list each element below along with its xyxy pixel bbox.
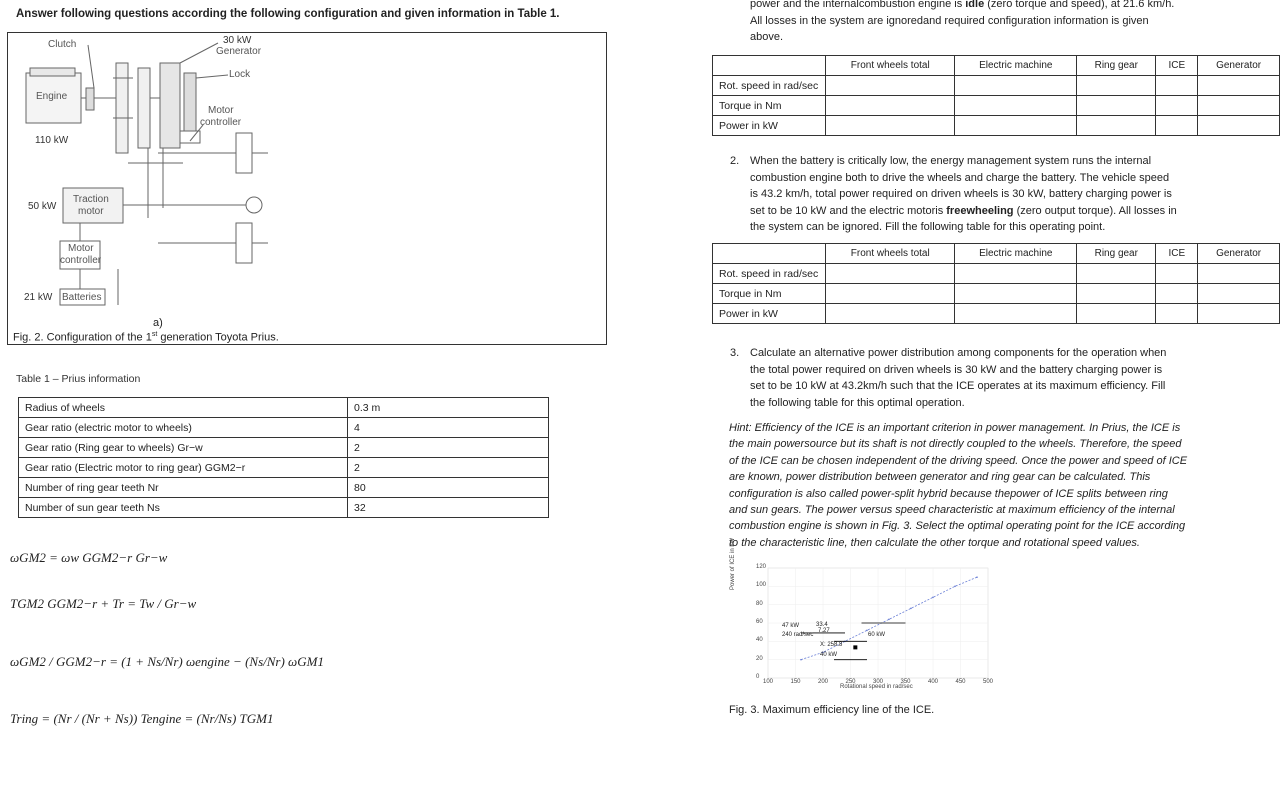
battery-power-label: 21 kW [24,292,53,303]
result-cell[interactable] [1198,76,1280,96]
equation-2: TGM2 GGM2−r + Tr = Tw / Gr−w [10,596,197,611]
table-1-label: Gear ratio (Ring gear to wheels) Gr−w [19,438,348,458]
result-col-header: ICE [1156,244,1198,264]
result-col-header: Generator [1198,56,1280,76]
table-1-value: 4 [348,418,549,438]
motor-controller-top-line2: controller [200,117,242,128]
motor-controller-bottom-line1: Motor [68,243,94,254]
result-cell[interactable] [1198,116,1280,136]
result-cell[interactable] [1077,116,1156,136]
engine-label: Engine [36,91,68,102]
result-col-header: Electric machine [955,56,1077,76]
result-cell[interactable] [1156,76,1198,96]
result-col-header: Electric machine [955,244,1077,264]
annotation-727: 7.27 [818,628,830,634]
x-tick-label: 400 [928,679,939,685]
question-1-tail: power and the internalcombustion engine is idle (zero torque and speed), at 21.6 km/h. All losses in the system are ignoredand required configuration information is given above. [750,0,1175,43]
batteries-label: Batteries [62,292,102,303]
result-col-header: ICE [1156,56,1198,76]
hint-paragraph: Hint: Efficiency of the ICE is an important criterion in power management. In Prius, the ICE is the main powersource but its shaft is not directly coupled to the wheels. Therefore, the speed of the ICE can be chosen independent of the driving speed. Once the power and speed of ICE are known, power distribution between generator and ring gear can be calculated. This configuration is also called power-split hybrid because thepower of ICE splits between ring and sun gears. The power versus speed characteristic at maximum efficiency of the internal combustion engine is shown in Fig. 3. Select the optimal operating point for the ICE according to the characteristic line, then calculate the other torque and rotational speed values. [729,422,1188,549]
y-axis-label: Power of ICE in kW [730,537,736,590]
result-col-header: Ring gear [1077,56,1156,76]
result-cell[interactable] [826,96,955,116]
series-point [910,608,912,610]
result-col-header: Ring gear [1077,244,1156,264]
result-col-header: Front wheels total [826,56,955,76]
result-cell[interactable] [955,284,1077,304]
table-1-row [19,458,549,478]
series-point [866,630,868,632]
result-table-2 [712,243,1280,324]
series-point [954,586,956,588]
result-row-label: Rot. speed in rad/sec [713,76,826,96]
y-tick-label: 40 [756,637,763,644]
x-tick-label: 500 [983,679,994,685]
table-1 [18,397,549,518]
annotation-47kw: 47 kW [782,623,800,629]
result-cell[interactable] [955,264,1077,284]
result-cell[interactable] [1198,96,1280,116]
table-1-label: Gear ratio (Electric motor to ring gear) GGM2−r [19,458,348,478]
x-tick-label: 350 [900,679,911,685]
equation-4: Tring = (Nr / (Nr + Ns)) Tengine = (Nr/Ns) TGM1 [10,711,274,726]
result-cell[interactable] [955,96,1077,116]
y-tick-label: 80 [756,600,763,607]
result-row [713,116,1280,136]
table-1-row [19,438,549,458]
result-cell[interactable] [1077,96,1156,116]
result-cell[interactable] [1156,284,1198,304]
table-1-row [19,478,549,498]
result-row-label: Rot. speed in rad/sec [713,264,826,284]
result-cell[interactable] [955,116,1077,136]
result-cell[interactable] [1077,304,1156,324]
result-cell[interactable] [1156,304,1198,324]
table-1-value: 0.3 m [348,398,549,418]
result-cell[interactable] [1198,304,1280,324]
x-tick-label: 450 [955,679,966,685]
series-point [800,659,802,661]
result-cell[interactable] [826,264,955,284]
question-2: 2. When the battery is critically low, the energy management system runs the internal combustion engine both to drive the wheels and charge the battery. The vehicle speed is 43.2 km/h, total power required on driven wheels is 30 kW, battery charging power is set to be 10 kW and the electric motoris freewheeling (zero output torque). All losses in the system can be ignored. Fill the following table for this operating point. [730,155,1177,233]
result-cell[interactable] [1198,264,1280,284]
result-col-header: Generator [1198,244,1280,264]
result-cell[interactable] [1077,76,1156,96]
motor-controller-top-line1: Motor [208,105,234,116]
result-cell[interactable] [1077,284,1156,304]
clutch-label: Clutch [48,39,77,50]
annotation-60kw: 60 kW [868,632,886,638]
chart-svg [730,560,1000,695]
figure-2-box [7,32,607,345]
result-cell[interactable] [826,116,955,136]
table-1-value: 80 [348,478,549,498]
y-tick-label: 20 [756,655,763,662]
equation-1: ωGM2 = ωw GGM2−r Gr−w [10,550,168,565]
annotation-240rad: 240 rad/sec [782,632,814,638]
table-1-label: Number of ring gear teeth Nr [19,478,348,498]
x-tick-label: 100 [763,679,774,685]
result-cell[interactable] [955,304,1077,324]
traction-motor-line1: Traction [73,194,109,205]
page-heading: Answer following questions according the following configuration and given information in Table 1. [16,8,560,20]
result-row [713,76,1280,96]
result-col-header: Front wheels total [826,244,955,264]
table-1-row [19,398,549,418]
equation-3: ωGM2 / GGM2−r = (1 + Ns/Nr) ωengine − (Ns/Nr) ωGM1 [10,654,324,669]
x-tick-label: 300 [873,679,884,685]
question-3: 3. Calculate an alternative power distribution among components for the operation when the total power required on driven wheels is 30 kW and the battery charging power is set to be 10 kW at 43.2km/h such that the ICE operates at its maximum efficiency. Fill the following table for this optimal operation. [730,347,1167,409]
result-table-1 [712,55,1280,136]
result-cell[interactable] [1198,284,1280,304]
y-tick-label: 100 [756,582,767,589]
result-row-label: Torque in Nm [713,284,826,304]
table-1-value: 32 [348,498,549,518]
table-1-caption: Table 1 – Prius information [16,373,141,385]
lock-label: Lock [229,69,251,80]
series-point [976,576,978,578]
result-cell[interactable] [826,304,955,324]
traction-motor-line2: motor [78,206,104,217]
x-tick-label: 150 [790,679,801,685]
y-tick-label: 120 [756,564,767,570]
figure-2-caption: Fig. 2. Configuration of the 1st generation Toyota Prius. [13,331,279,344]
result-cell[interactable] [1156,116,1198,136]
result-row-label: Torque in Nm [713,96,826,116]
generator-power-label: 30 kW [223,35,252,46]
table-1-value: 2 [348,438,549,458]
result-row [713,284,1280,304]
result-cell[interactable] [1156,96,1198,116]
result-row [713,96,1280,116]
result-cell[interactable] [826,76,955,96]
series-point [888,619,890,621]
y-tick-label: 60 [756,619,763,625]
figure-3-caption: Fig. 3. Maximum efficiency line of the ICE. [729,704,935,716]
traction-power-label: 50 kW [28,201,57,212]
generator-label: Generator [216,46,262,57]
annotation-marker [853,645,857,649]
result-row-label: Power in kW [713,116,826,136]
result-row [713,304,1280,324]
x-axis-label: Rotational speed in rad/sec [840,684,913,690]
table-1-row [19,498,549,518]
table-1-row [19,418,549,438]
x-tick-label: 200 [818,679,829,685]
table-1-label: Radius of wheels [19,398,348,418]
ice-efficiency-chart [730,537,1000,695]
motor-controller-bottom-line2: controller [60,255,102,266]
result-col-header [713,56,826,76]
result-row-label: Power in kW [713,304,826,324]
table-1-label: Gear ratio (electric motor to wheels) [19,418,348,438]
result-cell[interactable] [1156,264,1198,284]
annotation-x: X: 258.8 [820,642,843,648]
engine-power-label: 110 kW [35,135,69,146]
result-cell[interactable] [955,76,1077,96]
result-col-header [713,244,826,264]
table-1-value: 2 [348,458,549,478]
x-tick-label: 250 [845,679,856,685]
table-1-label: Number of sun gear teeth Ns [19,498,348,518]
y-tick-label: 0 [756,674,760,680]
series-point [932,597,934,599]
result-cell[interactable] [1077,264,1156,284]
annotation-40kw: 40 kW [820,652,838,658]
figure-sub-label: a) [153,317,163,329]
result-row [713,264,1280,284]
result-cell[interactable] [826,284,955,304]
annotation-334: 33.4 [816,622,828,628]
